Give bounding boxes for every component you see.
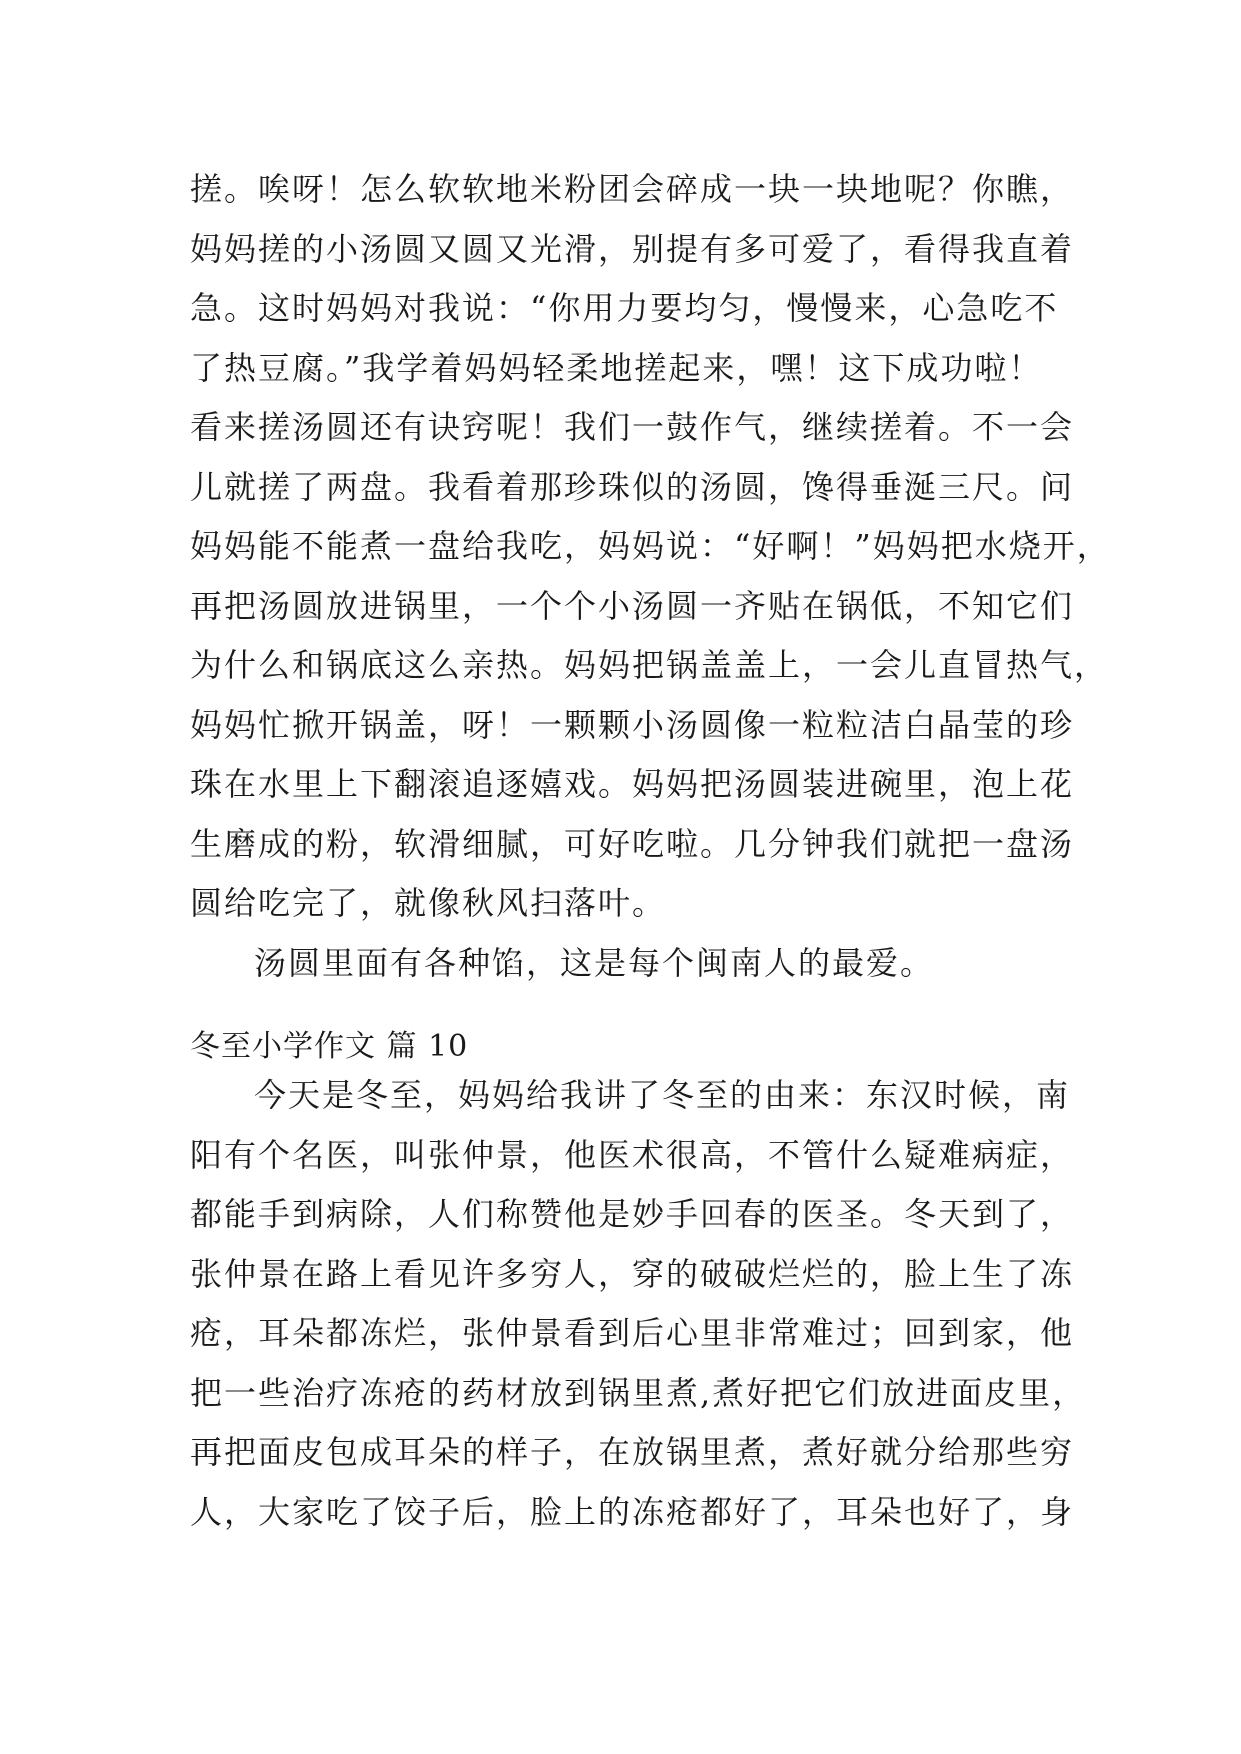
text-line: 疮，耳朵都冻烂，张仲景看到后心里非常难过；回到家，他 — [190, 1314, 1075, 1352]
text-line: 看来搓汤圆还有诀窍呢！我们一鼓作气，继续搓着。不一会 — [190, 408, 1075, 446]
text-line: 都能手到病除，人们称赞他是妙手回春的医圣。冬天到了， — [190, 1195, 1075, 1233]
text-line: 妈妈搓的小汤圆又圆又光滑，别提有多可爱了，看得我直着 — [190, 229, 1075, 268]
paragraph-continuation — [190, 160, 1111, 993]
text-line: 再把面皮包成耳朵的样子，在放锅里煮，煮好就分给那些穷 — [190, 1433, 1075, 1471]
text-line: 张仲景在路上看见许多穷人，穿的破破烂烂的，脸上生了冻 — [190, 1254, 1075, 1293]
text-line: 今天是冬至，妈妈给我讲了冬至的由来：东汉时候，南 — [254, 1076, 1071, 1114]
text-line: 为什么和锅底这么亲热。妈妈把锅盖盖上，一会儿直冒热气， — [190, 646, 1109, 684]
text-line: 儿就搓了两盘。我看着那珍珠似的汤圆，馋得垂涎三尺。问 — [190, 467, 1075, 506]
text-line: 生磨成的粉，软滑细腻，可好吃啦。几分钟我们就把一盘汤 — [190, 824, 1075, 863]
section-body — [190, 1066, 1087, 1542]
text-line: 阳有个名医，叫张仲景，他医术很高，不管什么疑难病症， — [190, 1135, 1075, 1174]
text-line: 妈妈忙掀开锅盖，呀！一颗颗小汤圆像一粒粒洁白晶莹的珍 — [190, 705, 1075, 744]
section-heading: 冬至小学作文 篇 10 — [190, 1029, 469, 1064]
closing-paragraph: 汤圆里面有各种馅，这是每个闽南人的最爱。 — [254, 943, 935, 982]
text-line: 再把汤圆放进锅里，一个个小汤圆一齐贴在锅低，不知它们 — [190, 586, 1075, 625]
text-line: 妈妈能不能煮一盘给我吃，妈妈说：“好啊！”妈妈把水烧开， — [190, 527, 1111, 565]
text-line: 人，大家吃了饺子后，脸上的冻疮都好了，耳朵也好了，身 — [190, 1492, 1075, 1531]
text-line: 圆给吃完了，就像秋风扫落叶。 — [190, 884, 667, 922]
text-line: 了热豆腐。”我学着妈妈轻柔地搓起来，嘿！这下成功啦！ — [190, 348, 1043, 387]
text-line: 急。这时妈妈对我说：“你用力要均匀，慢慢来，心急吃不 — [190, 289, 1059, 327]
text-line: 把一些治疗冻疮的药材放到锅里煮,煮好把它们放进面皮里， — [190, 1373, 1087, 1412]
text-line: 珠在水里上下翻滚追逐嬉戏。妈妈把汤圆装进碗里，泡上花 — [190, 765, 1075, 803]
text-line: 搓。唉呀！怎么软软地米粉团会碎成一块一块地呢？你瞧， — [190, 170, 1075, 208]
